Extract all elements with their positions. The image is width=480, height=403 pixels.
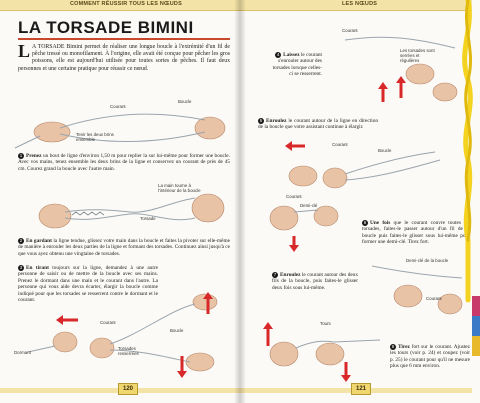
step-number: 8: [391, 344, 395, 349]
line-end: [15, 136, 40, 148]
left-hand: [53, 332, 77, 352]
page-number: 120: [118, 383, 138, 395]
twist-marks: [72, 212, 104, 215]
arrow-up-icon: [378, 82, 388, 89]
step-text: le courant autour des deux fils de la boucle, puis faites-le glisser deux fois sous lui-même.: [272, 272, 358, 291]
step-number: 6: [363, 220, 367, 225]
page-title: LA TORSADE BIMINI: [18, 18, 194, 37]
step-lead: Tirez: [398, 344, 410, 350]
label-boucle: Boucle: [178, 99, 192, 104]
label-boucle: Boucle: [378, 148, 392, 153]
edge-stripe: [472, 316, 480, 336]
page-number: 121: [351, 383, 371, 395]
edge-stripe: [472, 336, 480, 356]
hand: [406, 64, 434, 84]
label-torsade: Torsade: [140, 216, 156, 221]
step-text: la ligne tendue, glissez votre main dans la boucle et faites la pivoter sur elle-même de manière à enrouler les deux parties de la ligne et formant des torsades. Continuez ainsi jusqu'à ce que vous ayez obtenu une vingtaine de torsades.: [18, 238, 230, 257]
right-page: [240, 0, 480, 403]
step-text: que le courant couvre toutes les torsades, faites-le passer autour d'un fil de la boucle puis faites-le glisser sous lui-même pour former une demi-clé. Tirez fort.: [362, 220, 470, 246]
label-courant: Courant: [426, 296, 442, 301]
label-demiclef: Demi-clé de la boucle: [406, 258, 449, 263]
figure-step-4: [325, 22, 475, 112]
figure-step-3: [0, 290, 240, 380]
arrow-up-icon: [263, 322, 273, 329]
label-courant: Courant: [100, 320, 116, 325]
label-boucle: Boucle: [170, 328, 184, 333]
right-hand: [90, 338, 114, 358]
drop-cap: L: [18, 41, 31, 61]
line-end: [28, 346, 55, 352]
hand: [314, 206, 338, 226]
step-lead: En tirant: [26, 265, 49, 271]
arrow-down-icon: [289, 245, 299, 252]
line-strand: [65, 214, 195, 220]
step-lead: Enroulez: [280, 272, 301, 278]
line-strand: [294, 210, 318, 212]
step-2-caption: [18, 238, 230, 257]
step-text: toujours sur la ligne, demandez à une autre personne de saisir ou de mettre de la boucle avec ses mains. Prenez le dormant dans une main et le courant dans l'autre. La personne qui vous aide devra écarter, élargir la boucle comme indiqué pour que les torsades se resserrent contre le dormant et le courant.: [18, 265, 158, 304]
label-courant: Courant: [332, 142, 348, 147]
step-number: 2: [19, 238, 23, 243]
hand: [270, 342, 298, 366]
step-text: fort sur le courant. Ajustez les tours (voir p. 24) et coupez (voir p. 25) le courant pour qu'il ne mesure plus que 6 mm environ.: [390, 344, 470, 370]
running-head: COMMENT RÉUSSIR TOUS LES NŒUDS: [70, 1, 182, 7]
step-lead: Prenez: [26, 153, 42, 159]
line-strand: [372, 266, 462, 278]
assistant-hand: [186, 353, 214, 371]
arrow-left-icon: [285, 141, 292, 151]
label-torsades: Les torsades sont serrées et régulières: [400, 48, 435, 63]
hand: [316, 343, 344, 365]
hand: [289, 166, 317, 186]
figure-step-5: [245, 138, 465, 198]
step-text: un bout de ligne d'environ 1,50 m pour replier la sur lui-même pour former une boucle. Avec vos mains, tenez ensemble les deux brins de la ligne et conservez un courant de près de 45 cm. Courez grand la boucle avec l'autre main.: [18, 153, 230, 172]
title-rule: [18, 38, 230, 40]
step-5-caption: [258, 118, 378, 131]
step-number: 7: [273, 272, 277, 277]
figure-step-8: [250, 318, 390, 388]
step-text: le courant s'enrouler autour des torsades lorsque celles-ci se resserrent.: [272, 52, 322, 78]
label-main: La main tourne à l'intérieur de la boucle: [158, 183, 201, 193]
step-number: 1: [19, 153, 23, 158]
line-strand: [345, 152, 435, 174]
step-lead: Enroulez: [266, 118, 287, 124]
edge-stripe: [472, 296, 480, 316]
step-lead: En gardant: [26, 238, 52, 244]
label-demiclef: Demi-clé: [300, 203, 318, 208]
label-dormant: Tenir les deux brins ensemble: [76, 132, 114, 142]
line-strand: [345, 37, 455, 48]
right-hand: [192, 194, 224, 222]
label-dormant: Dormant: [14, 350, 31, 355]
step-1-caption: [18, 153, 230, 172]
step-number: 3: [19, 265, 23, 270]
arrow-up-icon: [396, 76, 406, 83]
running-head: LES NŒUDS: [342, 1, 378, 7]
step-4-caption: [270, 52, 322, 78]
label-torsades: Torsades resserrées: [118, 346, 139, 356]
line-strand: [60, 114, 205, 128]
step-lead: Une fois: [370, 220, 391, 226]
arrow-left-icon: [56, 315, 63, 325]
line-strand: [110, 304, 195, 344]
label-courant: Courant: [286, 194, 302, 199]
intro-paragraph: [18, 41, 230, 73]
hand: [394, 285, 422, 307]
arrow-down-icon: [341, 375, 351, 382]
arrow-down-icon: [177, 371, 187, 378]
step-text: le courant autour de la ligne en direction de la boucle que votre assistant continue à élargir.: [258, 118, 378, 131]
book-gutter: [234, 0, 246, 403]
left-hand: [39, 204, 71, 228]
label-courant: Courant: [342, 28, 358, 33]
figure-step-6: [254, 192, 364, 252]
step-number: 5: [259, 118, 263, 123]
step-number: 4: [276, 52, 280, 57]
line-strand: [345, 160, 440, 180]
intro-text: A TORSADE Bimini permet de réaliser une longue boucle à l'extrémité d'un fil de pêche tressé ou monofilament. À l'origine, elle avait été conçue pour pêcher les gros poissons, elle est aujourd'hui utilisée pour toutes sortes de pêches. Il faut deux personnes et une certaine pratique pour réussir ce nœud.: [18, 44, 230, 72]
step-lead: Laissez: [283, 52, 300, 58]
right-hand: [195, 117, 225, 139]
line-strand: [65, 198, 195, 212]
left-hand: [34, 122, 70, 142]
hand: [323, 168, 347, 188]
label-courant: Courant: [110, 104, 126, 109]
step-7-caption: [272, 272, 358, 291]
label-tours: Tours: [320, 321, 331, 326]
hand: [270, 206, 298, 230]
